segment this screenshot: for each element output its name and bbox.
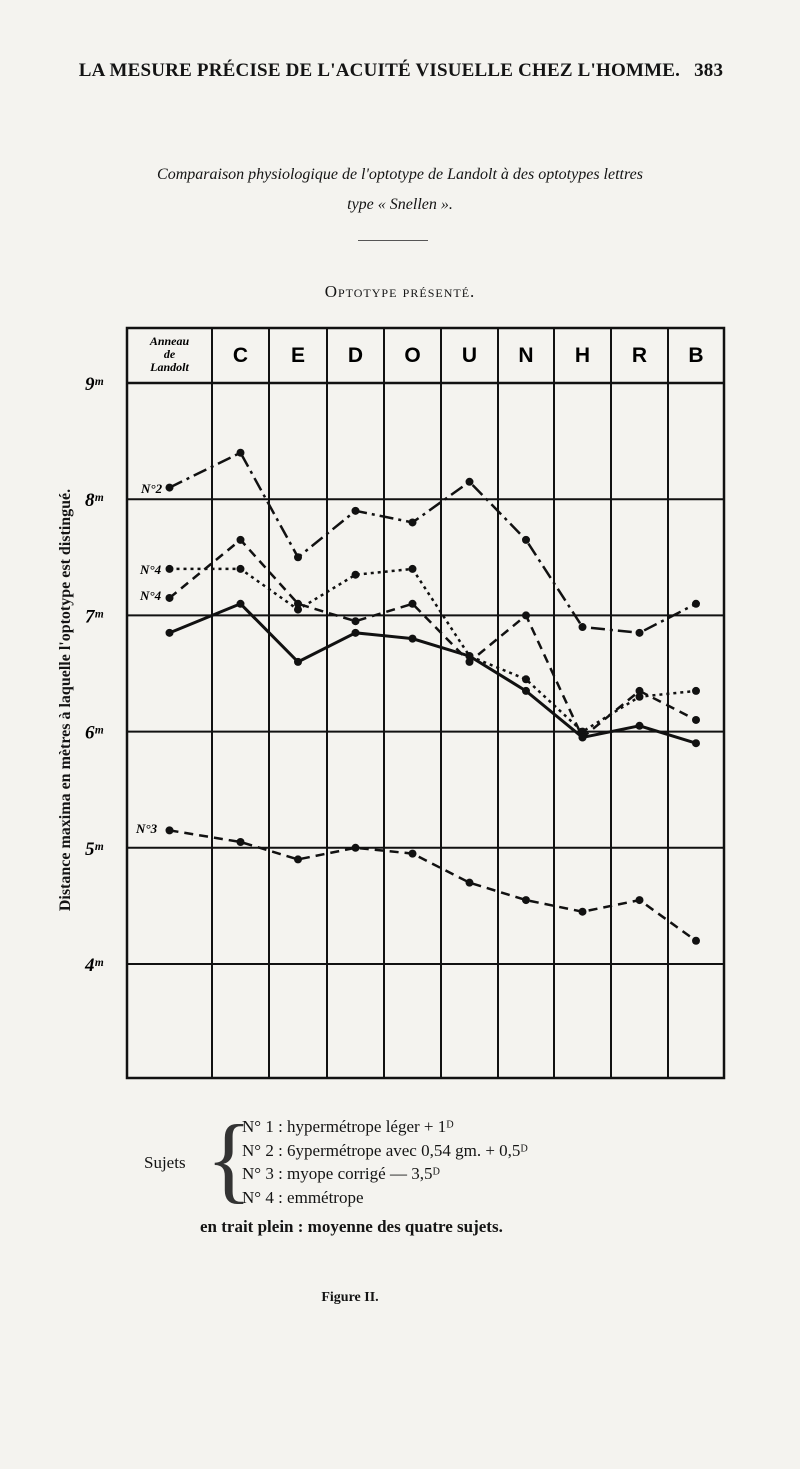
running-title: LA MESURE PRÉCISE DE L'ACUITÉ VISUELLE CHEZ L'HOMME.: [78, 60, 681, 81]
y-tick-label: 4ᵐ: [84, 955, 104, 976]
y-tick-label: 8ᵐ: [84, 490, 104, 512]
series-line-1: [170, 453, 697, 633]
data-point: [352, 507, 360, 515]
x-axis-title: Optotype présenté.: [324, 282, 476, 301]
legend-items: [242, 1115, 528, 1209]
data-point: [466, 478, 474, 486]
legend-item-4: N° 4 : emmétrope: [242, 1187, 364, 1207]
data-point: [294, 553, 302, 561]
caption-line-1: Comparaison physiologique de l'optotype de Landolt à des optotypes lettres: [157, 166, 643, 183]
data-point: [294, 658, 302, 666]
data-point: [237, 536, 245, 544]
data-point: [522, 687, 530, 695]
series-label: N°3: [136, 821, 158, 836]
y-axis-title: Distance maxima en mètres à laquelle l'optotype est distingué.: [57, 488, 74, 912]
legend-item-1: N° 1 : hypermétrope léger + 1ᴰ: [242, 1117, 454, 1136]
data-point: [166, 484, 174, 492]
data-point: [294, 855, 302, 863]
legend-item-2: N° 2 : 6ypermétrope avec 0,54 gm. + 0,5ᴰ: [242, 1140, 528, 1160]
y-tick-label: 9ᵐ: [84, 374, 104, 395]
series-line-3: [170, 540, 697, 738]
data-point: [636, 896, 644, 904]
caption-line-2: type « Snellen ».: [347, 196, 453, 213]
category-label-landolt: Landolt: [150, 360, 189, 374]
series-label: N°4: [140, 588, 162, 603]
data-point: [166, 565, 174, 573]
category-label: H: [574, 344, 591, 367]
figure-number: Figure II.: [321, 1290, 379, 1305]
data-point: [636, 722, 644, 730]
data-point: [692, 600, 700, 608]
data-point: [692, 937, 700, 945]
data-point: [409, 565, 417, 573]
series-line-4: [170, 604, 697, 743]
category-label-landolt: de: [163, 347, 176, 361]
legend-brace: {: [206, 1105, 253, 1212]
data-point: [352, 571, 360, 579]
data-point: [237, 449, 245, 457]
data-point: [692, 739, 700, 747]
data-point: [352, 844, 360, 852]
category-label: D: [347, 344, 364, 367]
page-number: 383: [694, 60, 724, 81]
data-point: [692, 716, 700, 724]
category-label-landolt: Anneau: [149, 334, 190, 348]
data-point: [352, 629, 360, 637]
series-label: N°2: [141, 481, 163, 496]
category-label: C: [232, 344, 249, 367]
data-point: [522, 536, 530, 544]
legend-group-label: Sujets: [144, 1153, 186, 1172]
data-point: [294, 600, 302, 608]
category-label: E: [290, 344, 306, 367]
data-point: [579, 623, 587, 631]
data-point: [166, 594, 174, 602]
series-label: N°4: [140, 562, 162, 577]
data-point: [352, 617, 360, 625]
y-tick-label: 6ᵐ: [84, 722, 104, 744]
data-point: [166, 826, 174, 834]
data-point: [237, 600, 245, 608]
data-point: [409, 518, 417, 526]
y-tick-label: 5ᵐ: [84, 838, 104, 860]
data-point: [522, 896, 530, 904]
data-point: [522, 611, 530, 619]
category-label: N: [518, 344, 534, 367]
category-label: O: [404, 344, 421, 367]
series-line-2: [170, 569, 697, 732]
y-tick-label: 7ᵐ: [84, 606, 104, 628]
data-point: [579, 908, 587, 916]
category-label: R: [631, 344, 648, 367]
category-label: U: [461, 344, 478, 367]
data-point: [237, 565, 245, 573]
data-point: [237, 838, 245, 846]
data-point: [466, 652, 474, 660]
data-point: [692, 687, 700, 695]
chart-frame: [127, 328, 724, 1078]
data-point: [636, 629, 644, 637]
data-point: [409, 850, 417, 858]
data-point: [409, 635, 417, 643]
data-point: [522, 675, 530, 683]
category-label: B: [688, 344, 704, 367]
legend-item-3: N° 3 : myope corrigé — 3,5ᴰ: [242, 1164, 440, 1183]
data-point: [636, 687, 644, 695]
data-point: [579, 733, 587, 741]
legend-average-note: en trait plein : moyenne des quatre sujets.: [200, 1217, 503, 1236]
data-point: [466, 879, 474, 887]
data-point: [166, 629, 174, 637]
data-point: [409, 600, 417, 608]
